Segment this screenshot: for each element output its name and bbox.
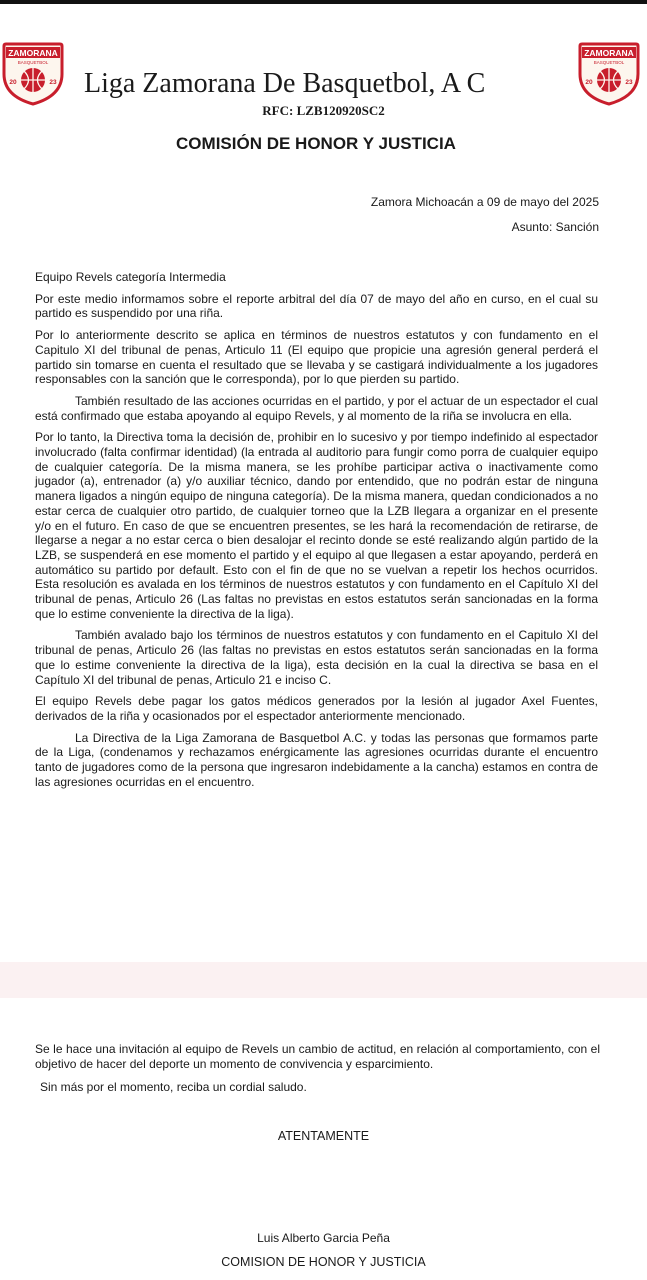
place-date: Zamora Michoacán a 09 de mayo del 2025	[370, 195, 599, 209]
commission-heading: COMISIÓN DE HONOR Y JUSTICIA	[176, 134, 456, 153]
letter-body	[35, 270, 598, 797]
svg-text:ZAMORANA: ZAMORANA	[8, 48, 58, 58]
signer-title: COMISION DE HONOR Y JUSTICIA	[221, 1255, 426, 1269]
svg-text:ZAMORANA: ZAMORANA	[584, 48, 634, 58]
league-logo-right	[576, 40, 642, 106]
body-paragraph: La Directiva de la Liga Zamorana de Basquetbol A.C. y todas las personas que formamos parte de la Liga, (condenamos y rechazamos enérgicamente las agresiones ocurridas durante el encuentro tanto de jugadores como de la persona que ingresaron indebidamente a la cancha) estamos en contra de las agresiones ocurridas en el encuentro.	[35, 730, 598, 789]
svg-text:20: 20	[585, 79, 593, 86]
addressee: Equipo Revels categoría Intermedia	[35, 270, 226, 284]
svg-text:BASQUETBOL: BASQUETBOL	[17, 60, 49, 65]
greeting-line: Sin más por el momento, reciba un cordial saludo.	[40, 1080, 307, 1094]
body-paragraph: Por lo tanto, la Directiva toma la decisión de, prohibir en lo sucesivo y por tiempo indefinido al espectador involucrado (falta confirmar identidad) (la entrada al auditorio para fungir como porra de cualquier equipo de cualquier categoría. De la misma manera, se les prohíbe participar activa o inactivamente como jugador (a), entrenador (a) y/o auxiliar técnico, dando por entendido, que no podrán estar de ninguna manera ligados a ningún equipo de ninguna categoría). De la misma manera, quedan condicionados a no estar cerca de cualquier otro partido, de cualquier torneo que la LZB llegara a organizar en el presente y/o en el futuro. En caso de que se encuentren presentes, se les hará la recomendación de retirarse, de llegarse a negar a no estar cerca o bien desalojar el recinto donde se esté realizando algún partido de la LZB, se suspenderá en ese momento el partido y el equipo al que llegasen a estar apoyando, perderá en automático su partido por default. Esto con el fin de que no se vuelvan a repetir los hechos ocurridos. Esta resolución es avalada en los términos de nuestros estatutos y con fundamento en el Capítulo XI del tribunal de penas, Articulo 26 (Las faltas no previstas en estos estatutos serán sancionadas en la forma que lo estime conveniente la directiva de la liga).	[35, 430, 598, 621]
invitation-paragraph: Se le hace una invitación al equipo de Revels un cambio de actitud, en relación al comportamiento, con el objetivo de hacer del deporte un momento de convivencia y esparcimiento.	[35, 1042, 600, 1071]
body-paragraph: También resultado de las acciones ocurridas en el partido, y por el actuar de un espectador el cual está confirmado que estaba apoyando al equipo Revels, y al momento de la riña se involucra en ella.	[35, 393, 598, 423]
body-paragraph: Por lo anteriormente descrito se aplica en términos de nuestros estatutos y con fundamento en el Capitulo XI del tribunal de penas, Articulo 11 (El equipo que propicie una agresión general perderá el partido sin tomarse en cuenta el resultado que se llevaba y se castigará individualmente a los jugadores responsables con la sanción que le corresponda), por lo que pierden su partido.	[35, 328, 598, 387]
letterhead-title: Liga Zamorana De Basquetbol, A C	[84, 68, 486, 99]
svg-text:BASQUETBOL: BASQUETBOL	[593, 60, 625, 65]
page-break-band	[0, 962, 647, 998]
rfc-code: RFC: LZB120920SC2	[262, 103, 385, 118]
svg-text:23: 23	[49, 79, 57, 86]
svg-text:20: 20	[9, 79, 17, 86]
league-logo-left	[0, 40, 66, 106]
body-paragraph: También avalado bajo los términos de nuestros estatutos y con fundamento en el Capitulo XI del tribunal de penas, Articulo 26 (las faltas no previstas en estos estatutos serán sancionadas en la forma que lo estime conveniente la directiva de la liga), esta decisión en la cual la directiva se basa en el Capítulo XI del tribunal de penas, Articulo 21 e inciso C.	[35, 628, 598, 687]
svg-text:23: 23	[625, 79, 633, 86]
signer-name: Luis Alberto Garcia Peña	[257, 1231, 390, 1245]
body-paragraph: Por este medio informamos sobre el reporte arbitral del día 07 de mayo del año en curso, en el cual su partido es suspendido por una riña.	[35, 291, 598, 321]
sign-off: ATENTAMENTE	[277, 1129, 370, 1143]
top-border	[0, 0, 647, 4]
body-paragraph: El equipo Revels debe pagar los gatos médicos generados por la lesión al jugador Axel Fuentes, derivados de la riña y ocasionados por el espectador anteriormente mencionado.	[35, 694, 598, 723]
subject-line: Asunto: Sanción	[511, 220, 599, 234]
